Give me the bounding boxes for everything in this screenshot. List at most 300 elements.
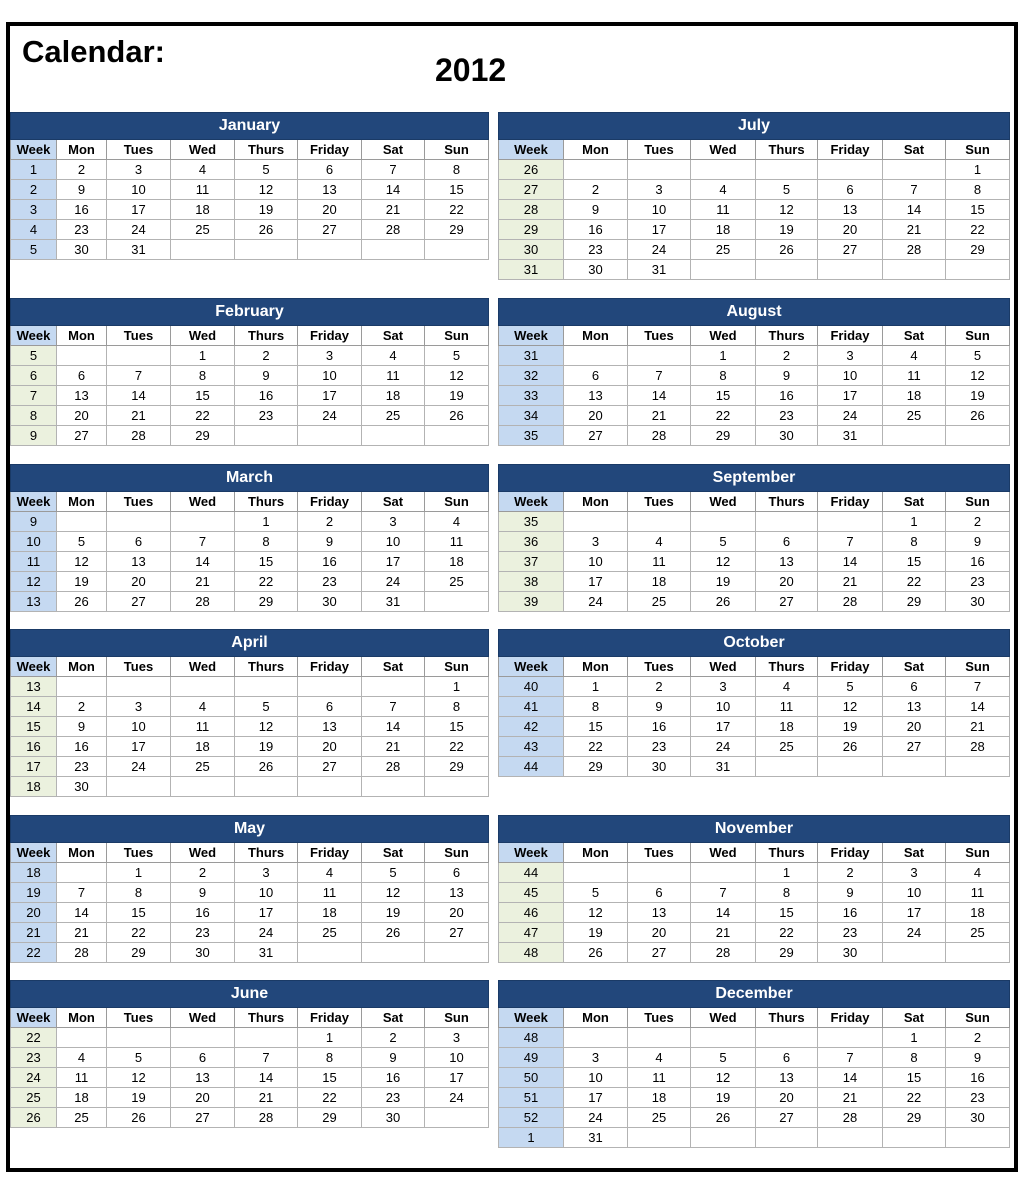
day-cell: 29: [425, 757, 489, 777]
day-cell: 1: [756, 863, 818, 883]
day-cell: [883, 757, 946, 777]
week-row: [11, 1088, 489, 1108]
day-cell: [171, 777, 235, 797]
day-cell: 30: [57, 777, 107, 797]
day-cell: 16: [235, 386, 298, 406]
day-cell: 18: [946, 903, 1010, 923]
day-cell: [691, 1028, 756, 1048]
month-table-december: [498, 980, 1010, 1148]
week-row: [499, 943, 1010, 963]
day-cell: 23: [756, 406, 818, 426]
week-row: [11, 677, 489, 697]
day-cell: 21: [883, 220, 946, 240]
week-number: 52: [499, 1108, 564, 1128]
week-row: [11, 346, 489, 366]
week-row: [11, 863, 489, 883]
column-header: Friday: [818, 657, 883, 677]
day-cell: 20: [298, 200, 362, 220]
day-cell: 2: [818, 863, 883, 883]
day-cell: 10: [235, 883, 298, 903]
day-cell: 28: [818, 592, 883, 612]
week-row: [11, 1048, 489, 1068]
day-cell: 11: [362, 366, 425, 386]
day-cell: 7: [818, 1048, 883, 1068]
day-cell: [362, 240, 425, 260]
week-number: 11: [11, 552, 57, 572]
day-cell: 11: [171, 180, 235, 200]
column-header: Sat: [883, 492, 946, 512]
month-name: November: [499, 816, 1010, 843]
week-number: 3: [11, 200, 57, 220]
day-cell: 28: [57, 943, 107, 963]
day-cell: 12: [362, 883, 425, 903]
day-cell: 16: [362, 1068, 425, 1088]
day-cell: 27: [756, 1108, 818, 1128]
month-table-october: [498, 629, 1010, 777]
day-cell: 15: [425, 180, 489, 200]
day-cell: 24: [818, 406, 883, 426]
day-cell: 5: [57, 532, 107, 552]
day-cell: 11: [883, 366, 946, 386]
day-cell: 28: [235, 1108, 298, 1128]
day-cell: 29: [171, 426, 235, 446]
day-cell: [946, 1128, 1010, 1148]
day-cell: 6: [171, 1048, 235, 1068]
week-row: [499, 240, 1010, 260]
day-cell: 14: [235, 1068, 298, 1088]
day-cell: [362, 426, 425, 446]
day-cell: 24: [362, 572, 425, 592]
day-cell: [57, 346, 107, 366]
day-cell: 28: [946, 737, 1010, 757]
day-cell: 4: [362, 346, 425, 366]
day-cell: 3: [362, 512, 425, 532]
column-header: Thurs: [756, 1008, 818, 1028]
day-cell: [883, 160, 946, 180]
column-header: Thurs: [235, 657, 298, 677]
day-cell: 18: [57, 1088, 107, 1108]
week-number: 22: [11, 1028, 57, 1048]
column-header: Mon: [564, 657, 628, 677]
month-table-june: [10, 980, 489, 1128]
day-cell: 18: [756, 717, 818, 737]
week-row: [499, 1108, 1010, 1128]
week-number: 45: [499, 883, 564, 903]
day-cell: 1: [946, 160, 1010, 180]
week-row: [499, 737, 1010, 757]
day-cell: 21: [691, 923, 756, 943]
column-header: Wed: [691, 1008, 756, 1028]
day-cell: 15: [235, 552, 298, 572]
day-cell: 14: [107, 386, 171, 406]
column-header: Week: [11, 326, 57, 346]
day-cell: 14: [818, 552, 883, 572]
day-cell: 16: [57, 200, 107, 220]
week-number: 44: [499, 863, 564, 883]
day-cell: 22: [564, 737, 628, 757]
column-header: Week: [499, 657, 564, 677]
day-cell: 4: [883, 346, 946, 366]
day-cell: [298, 426, 362, 446]
day-cell: 28: [362, 757, 425, 777]
column-header: Sun: [425, 843, 489, 863]
column-header: Sat: [883, 1008, 946, 1028]
column-header: Mon: [564, 843, 628, 863]
column-header: Week: [499, 492, 564, 512]
column-header: Wed: [691, 326, 756, 346]
day-cell: 17: [564, 572, 628, 592]
day-cell: [818, 512, 883, 532]
day-cell: 16: [171, 903, 235, 923]
day-cell: 9: [298, 532, 362, 552]
day-cell: 21: [818, 1088, 883, 1108]
week-row: [11, 757, 489, 777]
day-cell: 15: [107, 903, 171, 923]
day-cell: 19: [235, 200, 298, 220]
day-cell: 4: [946, 863, 1010, 883]
column-header: Sat: [362, 140, 425, 160]
day-cell: 27: [818, 240, 883, 260]
page-title: Calendar:: [22, 34, 165, 69]
day-cell: 10: [564, 1068, 628, 1088]
week-row: [499, 512, 1010, 532]
day-cell: 17: [298, 386, 362, 406]
day-cell: [691, 512, 756, 532]
day-cell: 11: [628, 552, 691, 572]
day-cell: 21: [235, 1088, 298, 1108]
day-cell: 31: [691, 757, 756, 777]
column-header: Mon: [57, 657, 107, 677]
day-cell: 11: [298, 883, 362, 903]
day-cell: 8: [425, 160, 489, 180]
week-row: [11, 552, 489, 572]
day-cell: 22: [425, 737, 489, 757]
day-cell: 26: [362, 923, 425, 943]
day-cell: 27: [298, 220, 362, 240]
day-cell: 31: [235, 943, 298, 963]
day-cell: 25: [628, 592, 691, 612]
week-row: [499, 697, 1010, 717]
week-number: 5: [11, 346, 57, 366]
day-cell: 25: [883, 406, 946, 426]
column-header: Friday: [818, 326, 883, 346]
day-cell: [946, 943, 1010, 963]
day-cell: 7: [628, 366, 691, 386]
week-number: 22: [11, 943, 57, 963]
week-number: 10: [11, 532, 57, 552]
day-cell: 14: [883, 200, 946, 220]
day-cell: [818, 160, 883, 180]
day-cell: 20: [628, 923, 691, 943]
day-cell: 1: [171, 346, 235, 366]
day-cell: 23: [235, 406, 298, 426]
day-cell: 20: [57, 406, 107, 426]
day-cell: 26: [946, 406, 1010, 426]
week-number: 33: [499, 386, 564, 406]
day-cell: 14: [818, 1068, 883, 1088]
week-row: [11, 883, 489, 903]
day-cell: 19: [946, 386, 1010, 406]
week-number: 49: [499, 1048, 564, 1068]
day-cell: 6: [756, 1048, 818, 1068]
day-cell: 8: [425, 697, 489, 717]
column-header: Thurs: [756, 843, 818, 863]
column-header: Week: [11, 492, 57, 512]
week-number: 39: [499, 592, 564, 612]
day-cell: 7: [883, 180, 946, 200]
day-cell: 30: [818, 943, 883, 963]
day-cell: 3: [425, 1028, 489, 1048]
week-number: 1: [499, 1128, 564, 1148]
week-row: [499, 1128, 1010, 1148]
week-number: 21: [11, 923, 57, 943]
day-cell: 28: [883, 240, 946, 260]
day-cell: 4: [171, 160, 235, 180]
column-header: Mon: [564, 492, 628, 512]
day-cell: 5: [107, 1048, 171, 1068]
month-table-february: [10, 298, 489, 446]
day-cell: 23: [57, 757, 107, 777]
day-cell: 26: [564, 943, 628, 963]
day-cell: 22: [756, 923, 818, 943]
column-header: Thurs: [235, 1008, 298, 1028]
week-number: 20: [11, 903, 57, 923]
day-cell: 29: [883, 592, 946, 612]
day-cell: 28: [107, 426, 171, 446]
day-cell: 1: [107, 863, 171, 883]
day-cell: 31: [564, 1128, 628, 1148]
week-row: [11, 532, 489, 552]
day-cell: [171, 512, 235, 532]
week-number: 4: [11, 220, 57, 240]
day-cell: 25: [171, 220, 235, 240]
day-cell: 4: [425, 512, 489, 532]
week-number: 35: [499, 426, 564, 446]
column-header: Week: [499, 843, 564, 863]
month-table-july: [498, 112, 1010, 280]
column-header: Tues: [107, 492, 171, 512]
month-name: December: [499, 981, 1010, 1008]
day-cell: 12: [691, 552, 756, 572]
day-cell: 2: [171, 863, 235, 883]
day-cell: 24: [235, 923, 298, 943]
day-cell: [883, 943, 946, 963]
day-cell: 18: [628, 572, 691, 592]
day-cell: 31: [107, 240, 171, 260]
day-cell: 29: [883, 1108, 946, 1128]
week-number: 34: [499, 406, 564, 426]
day-cell: 8: [564, 697, 628, 717]
day-cell: 22: [235, 572, 298, 592]
column-header: Thurs: [235, 326, 298, 346]
day-cell: 25: [57, 1108, 107, 1128]
week-number: 23: [11, 1048, 57, 1068]
week-row: [11, 717, 489, 737]
day-cell: 11: [57, 1068, 107, 1088]
day-cell: [883, 260, 946, 280]
day-cell: 24: [564, 1108, 628, 1128]
day-cell: 8: [883, 1048, 946, 1068]
day-cell: 14: [362, 180, 425, 200]
day-cell: 4: [57, 1048, 107, 1068]
week-number: 2: [11, 180, 57, 200]
week-number: 18: [11, 777, 57, 797]
week-number: 5: [11, 240, 57, 260]
week-row: [499, 346, 1010, 366]
day-cell: 22: [883, 1088, 946, 1108]
day-cell: 8: [235, 532, 298, 552]
column-header: Mon: [57, 492, 107, 512]
day-cell: 3: [818, 346, 883, 366]
column-header: Sat: [362, 843, 425, 863]
day-cell: [883, 1128, 946, 1148]
column-header: Friday: [818, 1008, 883, 1028]
week-row: [11, 697, 489, 717]
week-row: [499, 863, 1010, 883]
month-name: July: [499, 113, 1010, 140]
day-cell: 8: [756, 883, 818, 903]
day-cell: [628, 512, 691, 532]
month-name: January: [11, 113, 489, 140]
day-cell: 15: [883, 552, 946, 572]
day-cell: 12: [946, 366, 1010, 386]
week-number: 24: [11, 1068, 57, 1088]
week-row: [11, 200, 489, 220]
column-header: Sun: [946, 140, 1010, 160]
week-number: 41: [499, 697, 564, 717]
day-cell: 19: [425, 386, 489, 406]
week-number: 51: [499, 1088, 564, 1108]
column-header: Friday: [298, 492, 362, 512]
week-number: 19: [11, 883, 57, 903]
day-cell: 17: [691, 717, 756, 737]
column-header: Week: [499, 1008, 564, 1028]
day-cell: 15: [425, 717, 489, 737]
day-cell: [946, 757, 1010, 777]
day-cell: 10: [883, 883, 946, 903]
week-row: [499, 366, 1010, 386]
day-cell: 31: [628, 260, 691, 280]
day-cell: 28: [171, 592, 235, 612]
day-cell: 5: [818, 677, 883, 697]
day-cell: 27: [628, 943, 691, 963]
day-cell: 18: [298, 903, 362, 923]
day-cell: 23: [57, 220, 107, 240]
week-row: [499, 426, 1010, 446]
day-cell: 2: [235, 346, 298, 366]
day-cell: 13: [107, 552, 171, 572]
day-cell: 26: [691, 1108, 756, 1128]
day-cell: [818, 1028, 883, 1048]
day-cell: [171, 677, 235, 697]
day-cell: 7: [362, 160, 425, 180]
week-row: [499, 406, 1010, 426]
day-cell: 20: [756, 1088, 818, 1108]
day-cell: 5: [946, 346, 1010, 366]
day-cell: 22: [691, 406, 756, 426]
column-header: Mon: [57, 326, 107, 346]
column-header: Tues: [628, 492, 691, 512]
day-cell: 2: [362, 1028, 425, 1048]
month-table-august: [498, 298, 1010, 446]
day-cell: 12: [564, 903, 628, 923]
day-cell: 25: [628, 1108, 691, 1128]
day-cell: 7: [235, 1048, 298, 1068]
week-number: 46: [499, 903, 564, 923]
day-cell: [564, 1028, 628, 1048]
day-cell: [628, 346, 691, 366]
week-number: 30: [499, 240, 564, 260]
column-header: Friday: [298, 843, 362, 863]
month-table-november: [498, 815, 1010, 963]
day-cell: 10: [298, 366, 362, 386]
column-header: Friday: [298, 326, 362, 346]
day-cell: 17: [564, 1088, 628, 1108]
day-cell: [883, 426, 946, 446]
day-cell: 16: [756, 386, 818, 406]
day-cell: [57, 1028, 107, 1048]
day-cell: [818, 260, 883, 280]
day-cell: 9: [57, 180, 107, 200]
day-cell: [107, 512, 171, 532]
day-cell: 6: [57, 366, 107, 386]
day-cell: 5: [691, 532, 756, 552]
column-header: Mon: [57, 1008, 107, 1028]
day-cell: [57, 512, 107, 532]
day-cell: 24: [425, 1088, 489, 1108]
day-cell: 6: [298, 160, 362, 180]
day-cell: 6: [883, 677, 946, 697]
day-cell: [107, 777, 171, 797]
day-cell: 13: [57, 386, 107, 406]
day-cell: 12: [691, 1068, 756, 1088]
column-header: Tues: [107, 140, 171, 160]
day-cell: [818, 1128, 883, 1148]
column-header: Sun: [946, 1008, 1010, 1028]
week-row: [499, 757, 1010, 777]
day-cell: 24: [691, 737, 756, 757]
day-cell: 10: [362, 532, 425, 552]
day-cell: 20: [107, 572, 171, 592]
day-cell: 30: [756, 426, 818, 446]
day-cell: 3: [298, 346, 362, 366]
day-cell: 20: [298, 737, 362, 757]
column-header: Tues: [107, 843, 171, 863]
month-name: October: [499, 630, 1010, 657]
week-number: 25: [11, 1088, 57, 1108]
day-cell: 13: [298, 180, 362, 200]
day-cell: 14: [362, 717, 425, 737]
day-cell: 30: [171, 943, 235, 963]
week-number: 9: [11, 512, 57, 532]
day-cell: 12: [107, 1068, 171, 1088]
column-header: Wed: [691, 492, 756, 512]
day-cell: 7: [946, 677, 1010, 697]
week-number: 31: [499, 346, 564, 366]
day-cell: 17: [818, 386, 883, 406]
week-row: [499, 532, 1010, 552]
week-number: 44: [499, 757, 564, 777]
day-cell: 13: [818, 200, 883, 220]
day-cell: 23: [946, 572, 1010, 592]
week-row: [11, 572, 489, 592]
day-cell: 13: [425, 883, 489, 903]
day-cell: [628, 863, 691, 883]
week-row: [11, 1108, 489, 1128]
day-cell: 30: [946, 1108, 1010, 1128]
week-row: [11, 777, 489, 797]
week-number: 47: [499, 923, 564, 943]
